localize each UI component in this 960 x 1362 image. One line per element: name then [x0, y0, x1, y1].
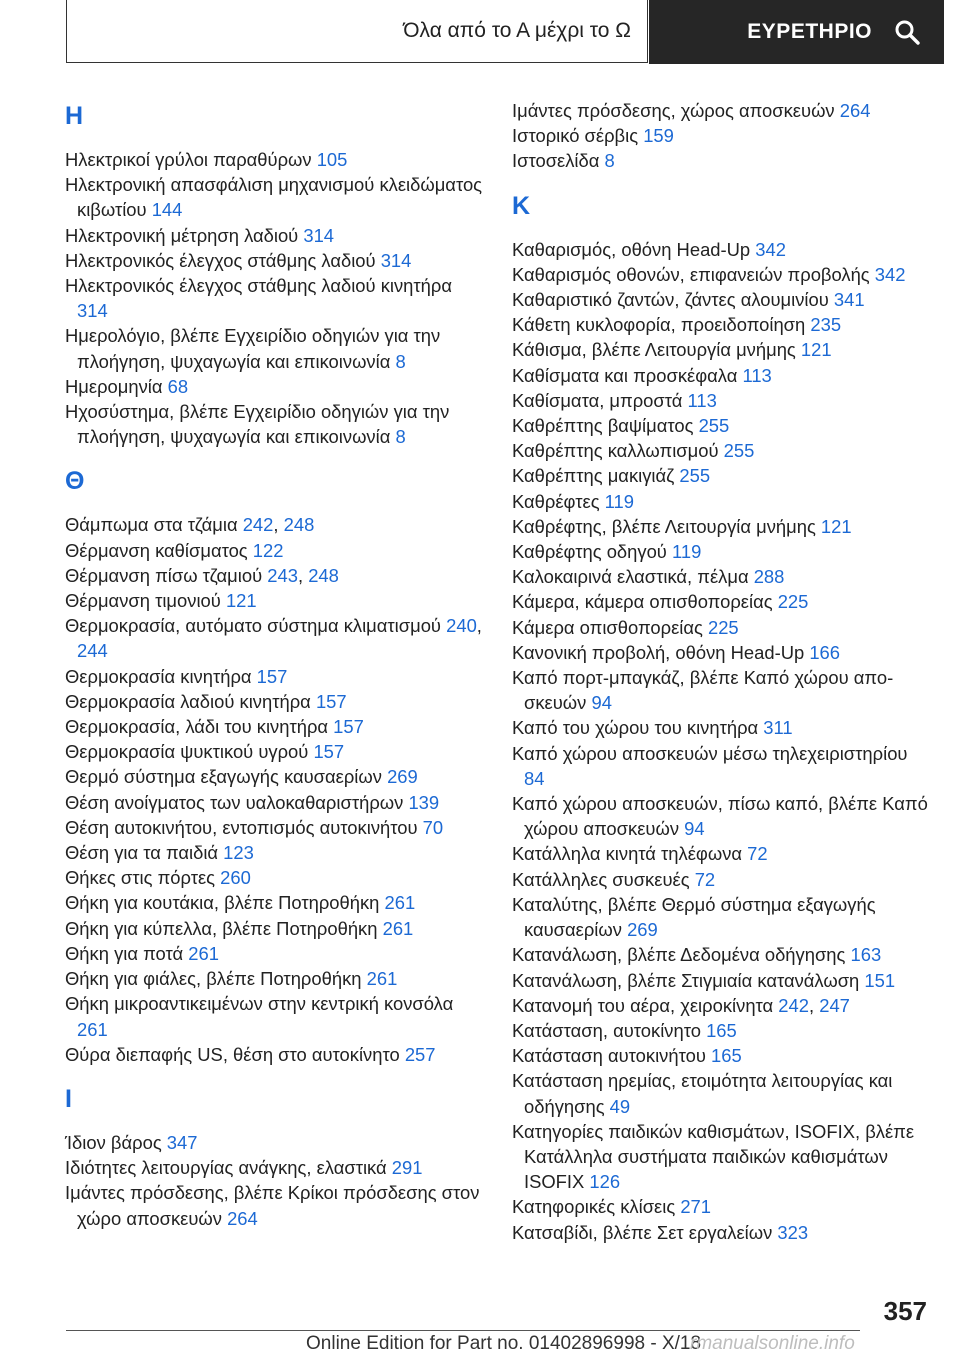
page-link[interactable]: 113 — [742, 364, 772, 386]
page-link[interactable]: 269 — [387, 766, 418, 788]
page-link[interactable]: 240 — [446, 615, 477, 637]
page-link[interactable]: 123 — [223, 842, 254, 864]
page-link[interactable]: 323 — [777, 1221, 809, 1243]
index-entry — [65, 374, 485, 399]
entry-text: Καθρέπτης βαψίματος — [512, 415, 699, 437]
watermark: rmanualsonline.info — [690, 1333, 855, 1354]
entry-text: Θήκες στις πόρτες — [65, 867, 221, 889]
index-entry — [512, 1194, 932, 1219]
page-link[interactable]: 144 — [151, 199, 183, 221]
index-column-left — [65, 98, 485, 1231]
entry-text: Ιμάντες πρόσδεσης, βλέπε Κρίκοι πρόσδεσης στον χώρο αποσκευών — [65, 1182, 480, 1229]
index-entry — [65, 613, 485, 663]
page-number: 357 — [883, 1296, 927, 1326]
index-entry — [65, 512, 485, 537]
index-entry — [65, 1130, 485, 1155]
page-link[interactable]: 264 — [839, 100, 871, 121]
page-link[interactable]: 121 — [820, 515, 852, 537]
index-entry — [512, 148, 932, 173]
index-entry — [65, 890, 485, 915]
index-section — [65, 463, 485, 1066]
page-link[interactable]: 94 — [684, 818, 705, 840]
page-link[interactable]: 157 — [313, 741, 345, 763]
entry-text: Καθίσματα και προσκέφαλα — [512, 364, 743, 386]
entry-text: Καπό του χώρου του κινητήρα — [512, 717, 764, 739]
entry-text: Καταλύτης, βλέπε Θερμό σύστημα εξαγωγής καυσαερίων — [512, 893, 876, 941]
entry-text: Κατηγορίες παιδικών καθισμάτων, ISOFIX, βλέπε Κατάλληλα συστήματα παιδικών καθισμάτων ISOFIX — [512, 1120, 915, 1193]
footer-edition: Online Edition for Part no. 01402896998 - X/18 — [306, 1333, 702, 1354]
page-link[interactable]: 94 — [591, 692, 612, 714]
index-entry — [512, 640, 932, 665]
page-link[interactable]: 271 — [680, 1196, 712, 1218]
entry-text: Θύρα διεπαφής US, θέση στο αυτοκίνητο — [65, 1043, 405, 1065]
page-link[interactable]: 243 — [267, 564, 298, 586]
page-link[interactable]: 269 — [627, 919, 658, 941]
page-link[interactable]: 242 — [242, 514, 274, 536]
entry-text: Κατάσταση, αυτοκίνητο — [512, 1019, 707, 1041]
index-entry — [512, 514, 932, 539]
page-link[interactable]: 347 — [166, 1131, 198, 1153]
page-link[interactable]: 70 — [422, 816, 444, 838]
page-link[interactable]: 165 — [706, 1019, 737, 1041]
page-link[interactable]: 8 — [604, 150, 615, 172]
entry-text: Ηλεκτρονικός έλεγχος στάθμης λαδιού κινητήρα — [65, 275, 452, 297]
page-link[interactable]: 341 — [833, 289, 865, 311]
page-separator: , — [273, 514, 284, 536]
index-entry — [512, 564, 932, 589]
page-link[interactable]: 342 — [755, 238, 786, 260]
index-entry — [512, 262, 932, 287]
entry-text: Ηχοσύστημα, βλέπε Εγχειρίδιο οδηγιών για την πλοήγηση, ψυχαγωγία και επικοινωνία — [65, 401, 450, 448]
page-link[interactable]: 311 — [763, 717, 793, 739]
entry-text: Θερμοκρασία, λάδι του κινητήρα — [65, 716, 334, 738]
index-entry — [65, 714, 485, 739]
index-entry — [65, 538, 485, 563]
entry-text: Ηλεκτρικοί γρύλοι παραθύρων — [65, 149, 317, 170]
index-entry — [512, 1068, 932, 1118]
tab-index[interactable] — [649, 0, 944, 64]
index-entry — [512, 363, 932, 388]
page-link[interactable]: 314 — [303, 224, 335, 246]
page-link[interactable]: 157 — [315, 690, 347, 712]
page-link[interactable]: 255 — [679, 465, 711, 487]
index-entry — [512, 123, 932, 148]
index-entry — [512, 615, 932, 640]
index-entry — [512, 589, 932, 614]
entry-text: Ημερολόγιο, βλέπε Εγχειρίδιο οδηγιών για την πλοήγηση, ψυχαγωγία και επικοινωνία — [65, 325, 441, 372]
search-icon[interactable] — [894, 19, 920, 45]
entry-text: Κάθισμα, βλέπε Λειτουργία μνήμης — [512, 339, 801, 361]
section-letter: Ι — [65, 1084, 72, 1113]
page-link[interactable]: 244 — [77, 640, 108, 662]
page-link[interactable]: 159 — [643, 125, 674, 147]
index-entry — [512, 438, 932, 463]
entry-text: Θερμοκρασία λαδιού κινητήρα — [65, 690, 316, 712]
index-section — [512, 188, 932, 1245]
page-link[interactable]: 72 — [747, 843, 768, 865]
tab-a-to-z-label: Όλα από το Α μέχρι το Ω — [403, 19, 631, 42]
index-entry — [65, 563, 485, 588]
entry-text: Καλοκαιρινά ελαστικά, πέλμα — [512, 566, 754, 588]
entry-text: Ηλεκτρονική μέτρηση λαδιού — [65, 224, 304, 246]
index-entry — [512, 1043, 932, 1068]
page-link[interactable]: 119 — [604, 490, 634, 512]
entry-text: Θήκη μικροαντικειμένων στην κεντρική κονσόλα — [65, 993, 454, 1015]
index-entry — [65, 991, 485, 1041]
entry-text: Θερμοκρασία, αυτόματο σύστημα κλιματισμού — [65, 615, 447, 637]
entry-text: Θάμπωμα στα τζάμια — [65, 514, 243, 536]
index-entry — [65, 840, 485, 865]
page-link[interactable]: 291 — [391, 1157, 423, 1179]
page-link[interactable]: 157 — [256, 665, 288, 687]
entry-text: Κατάλληλες συσκευές — [512, 868, 695, 890]
index-entry — [512, 1119, 932, 1195]
index-entry — [65, 399, 485, 449]
page-link[interactable]: 72 — [694, 868, 716, 890]
page-link[interactable]: 119 — [671, 541, 702, 563]
index-entry — [512, 715, 932, 740]
entry-text: Θέση ανοίγματος των υαλοκαθαριστήρων — [65, 791, 409, 813]
entry-text: Θέση για τα παιδιά — [65, 842, 224, 864]
entry-text: Κατάσταση αυτοκινήτου — [512, 1045, 712, 1067]
index-entry — [65, 764, 485, 789]
entry-text: Κατανάλωση, βλέπε Στιγμιαία κατανάλωση — [512, 969, 865, 991]
page-link[interactable]: 165 — [711, 1045, 742, 1067]
page-link[interactable]: 157 — [333, 716, 364, 738]
page-link[interactable]: 122 — [252, 539, 284, 561]
index-entry — [65, 273, 485, 323]
tab-index-label: ΕΥΡΕΤΗΡΙΟ — [747, 20, 872, 43]
page-link[interactable]: 8 — [395, 350, 406, 372]
index-entry — [512, 867, 932, 892]
index-entry — [65, 739, 485, 764]
entry-text: Κατάλληλα κινητά τηλέφωνα — [512, 843, 748, 865]
index-entry — [512, 539, 932, 564]
page-link[interactable]: 166 — [809, 641, 840, 663]
index-entry — [512, 388, 932, 413]
page-link[interactable]: 261 — [77, 1018, 108, 1040]
entry-text: Κάθετη κυκλοφορία, προειδοποίηση — [512, 314, 811, 336]
page-link[interactable]: 342 — [874, 263, 906, 285]
entry-text: Καπό χώρου αποσκευών μέσω τηλεχειριστηρίου — [512, 742, 908, 764]
index-entry — [512, 413, 932, 438]
page-link[interactable]: 314 — [380, 249, 412, 271]
page-link[interactable]: 121 — [800, 339, 832, 361]
entry-text: Θέρμανση τιμονιού — [65, 590, 226, 612]
index-entry — [65, 664, 485, 689]
page-link[interactable]: 255 — [698, 415, 730, 437]
entry-text: Κανονική προβολή, οθόνη Head-Up — [512, 641, 810, 663]
entry-text: Καπό χώρου αποσκευών, πίσω καπό, βλέπε Καπό χώρου αποσκευών — [512, 793, 928, 840]
footer-divider — [66, 1330, 860, 1331]
entry-text: Θερμό σύστημα εξαγωγής καυσαερίων — [65, 766, 388, 788]
entry-text: Θέρμανση πίσω τζαμιού — [65, 564, 268, 586]
index-entry — [65, 248, 485, 273]
index-section — [65, 1081, 485, 1231]
index-entry — [65, 588, 485, 613]
tab-a-to-z[interactable] — [66, 0, 648, 63]
index-entry — [512, 237, 932, 262]
entry-text: Κατανομή του αέρα, χειροκίνητα — [512, 994, 779, 1016]
index-entry — [65, 323, 485, 373]
index-entry — [65, 1180, 485, 1230]
entry-text: Καθαριστικό ζαντών, ζάντες αλουμινίου — [512, 289, 834, 311]
index-column-right — [512, 98, 932, 1245]
index-entry — [512, 489, 932, 514]
entry-text: Θήκη για κύπελλα, βλέπε Ποτηροθήκη — [65, 917, 383, 939]
entry-text: Κατάσταση ηρεμίας, ετοιμότητα λειτουργίας και οδήγησης — [512, 1070, 893, 1117]
entry-text: Καθίσματα, μπροστά — [512, 389, 688, 411]
index-entry — [512, 892, 932, 942]
index-entry — [65, 966, 485, 991]
page-link[interactable]: 242 — [778, 994, 809, 1016]
page-link[interactable]: 121 — [225, 590, 257, 612]
page-link[interactable]: 139 — [408, 791, 440, 813]
entry-text: Ηλεκτρονική απασφάλιση μηχανισμού κλειδώματος κιβωτίου — [65, 174, 483, 221]
entry-text: Καθρέφτης οδηγού — [512, 541, 672, 563]
page-link[interactable]: 235 — [810, 314, 842, 336]
page-separator: , — [297, 564, 309, 586]
page-link[interactable]: 261 — [382, 917, 414, 939]
entry-text: Καθρέφτης, βλέπε Λειτουργία μνήμης — [512, 515, 821, 537]
index-entry — [512, 665, 932, 715]
entry-text: Θέση αυτοκινήτου, εντοπισμός αυτοκινήτου — [65, 816, 423, 838]
entry-text: Κατανάλωση, βλέπε Δεδομένα οδήγησης — [512, 944, 851, 966]
index-entry — [512, 98, 932, 123]
page-link[interactable]: 257 — [404, 1043, 436, 1065]
entry-text: Καθαρισμός οθονών, επιφανειών προβολής — [512, 263, 875, 285]
index-entry — [512, 1018, 932, 1043]
page-link[interactable]: 261 — [366, 968, 398, 990]
entry-text: Κατηφορικές κλίσεις — [512, 1196, 681, 1218]
index-entry — [512, 942, 932, 967]
page-link[interactable]: 84 — [524, 767, 545, 789]
index-entry — [65, 223, 485, 248]
index-entry — [65, 1155, 485, 1180]
entry-text: Θήκη για φιάλες, βλέπε Ποτηροθήκη — [65, 968, 367, 990]
page-link[interactable]: 225 — [777, 591, 809, 613]
page-link[interactable]: 255 — [723, 440, 755, 462]
page-link[interactable]: 8 — [395, 426, 406, 448]
index-section — [512, 98, 932, 174]
index-entry — [512, 993, 932, 1018]
index-entry — [512, 741, 932, 791]
entry-text: Καπό πορτ-μπαγκάζ, βλέπε Καπό χώρου αποσκευών — [512, 667, 894, 714]
page-link[interactable]: 261 — [384, 892, 416, 914]
entry-text: Θερμοκρασία κινητήρα — [65, 665, 257, 687]
index-entry — [65, 815, 485, 840]
page-link[interactable]: 247 — [819, 994, 850, 1016]
page-link[interactable]: 126 — [589, 1171, 621, 1193]
entry-text: Ιστορικό σέρβις — [512, 125, 644, 147]
entry-text: Καθρέφτες — [512, 490, 605, 512]
entry-text: Ίδιον βάρος — [65, 1131, 167, 1153]
index-entry — [65, 790, 485, 815]
index-entry — [512, 337, 932, 362]
page-link[interactable]: 151 — [864, 969, 896, 991]
entry-text: Κατσαβίδι, βλέπε Σετ εργαλείων — [512, 1221, 778, 1243]
page-link[interactable]: 288 — [753, 566, 785, 588]
entry-text: Θερμοκρασία ψυκτικού υγρού — [65, 741, 314, 763]
section-letter: Η — [65, 102, 84, 130]
index-entry — [512, 463, 932, 488]
index-entry — [512, 1220, 932, 1245]
page-link[interactable]: 314 — [77, 300, 108, 322]
entry-text: Ιδιότητες λειτουργίας ανάγκης, ελαστικά — [65, 1157, 392, 1179]
index-entry — [65, 916, 485, 941]
entry-text: Ιστοσελίδα — [512, 150, 605, 172]
entry-text: Ιμάντες πρόσδεσης, χώρος αποσκευών — [512, 100, 840, 121]
page-link[interactable]: 68 — [167, 375, 189, 397]
entry-text: Θήκη για κουτάκια, βλέπε Ποτηροθήκη — [65, 892, 385, 914]
index-entry — [512, 287, 932, 312]
page-link[interactable]: 261 — [188, 942, 219, 964]
header-bar — [66, 0, 944, 64]
page-link[interactable]: 113 — [687, 389, 717, 411]
index-entry — [65, 865, 485, 890]
page-separator: , — [476, 615, 482, 637]
entry-text: Κάμερα, κάμερα οπισθοπορείας — [512, 591, 778, 613]
entry-text: Κάμερα οπισθοπορείας — [512, 616, 708, 638]
index-entry — [65, 172, 485, 222]
entry-text: Θέρμανση καθίσματος — [65, 539, 253, 561]
page-link[interactable]: 225 — [707, 616, 739, 638]
entry-text: Ημερομηνία — [65, 375, 168, 397]
entry-text: Καθαρισμός, οθόνη Head-Up — [512, 238, 756, 260]
page-link[interactable]: 248 — [283, 514, 315, 536]
page-link[interactable]: 248 — [308, 564, 339, 586]
section-letter: Κ — [512, 191, 531, 220]
index-entry — [512, 841, 932, 866]
index-entry — [65, 941, 485, 966]
section-letter: Θ — [65, 467, 85, 496]
index-entry — [65, 689, 485, 714]
page-link[interactable]: 163 — [850, 944, 882, 966]
index-entry — [65, 147, 485, 172]
index-entry — [65, 1042, 485, 1067]
index-entry — [512, 312, 932, 337]
index-entry — [512, 791, 932, 841]
entry-text: Θήκη για ποτά — [65, 942, 189, 964]
page-link[interactable]: 49 — [609, 1095, 631, 1117]
entry-text: Καθρέπτης καλλωπισμού — [512, 440, 724, 462]
entry-text: Ηλεκτρονικός έλεγχος στάθμης λαδιού — [65, 249, 381, 271]
index-section — [65, 98, 485, 449]
page-link[interactable]: 105 — [316, 149, 348, 170]
page-link[interactable]: 260 — [220, 867, 251, 889]
page-separator: , — [808, 994, 820, 1016]
page-link[interactable]: 264 — [227, 1207, 258, 1229]
index-entry — [512, 968, 932, 993]
entry-text: Καθρέπτης μακιγιάζ — [512, 465, 680, 487]
